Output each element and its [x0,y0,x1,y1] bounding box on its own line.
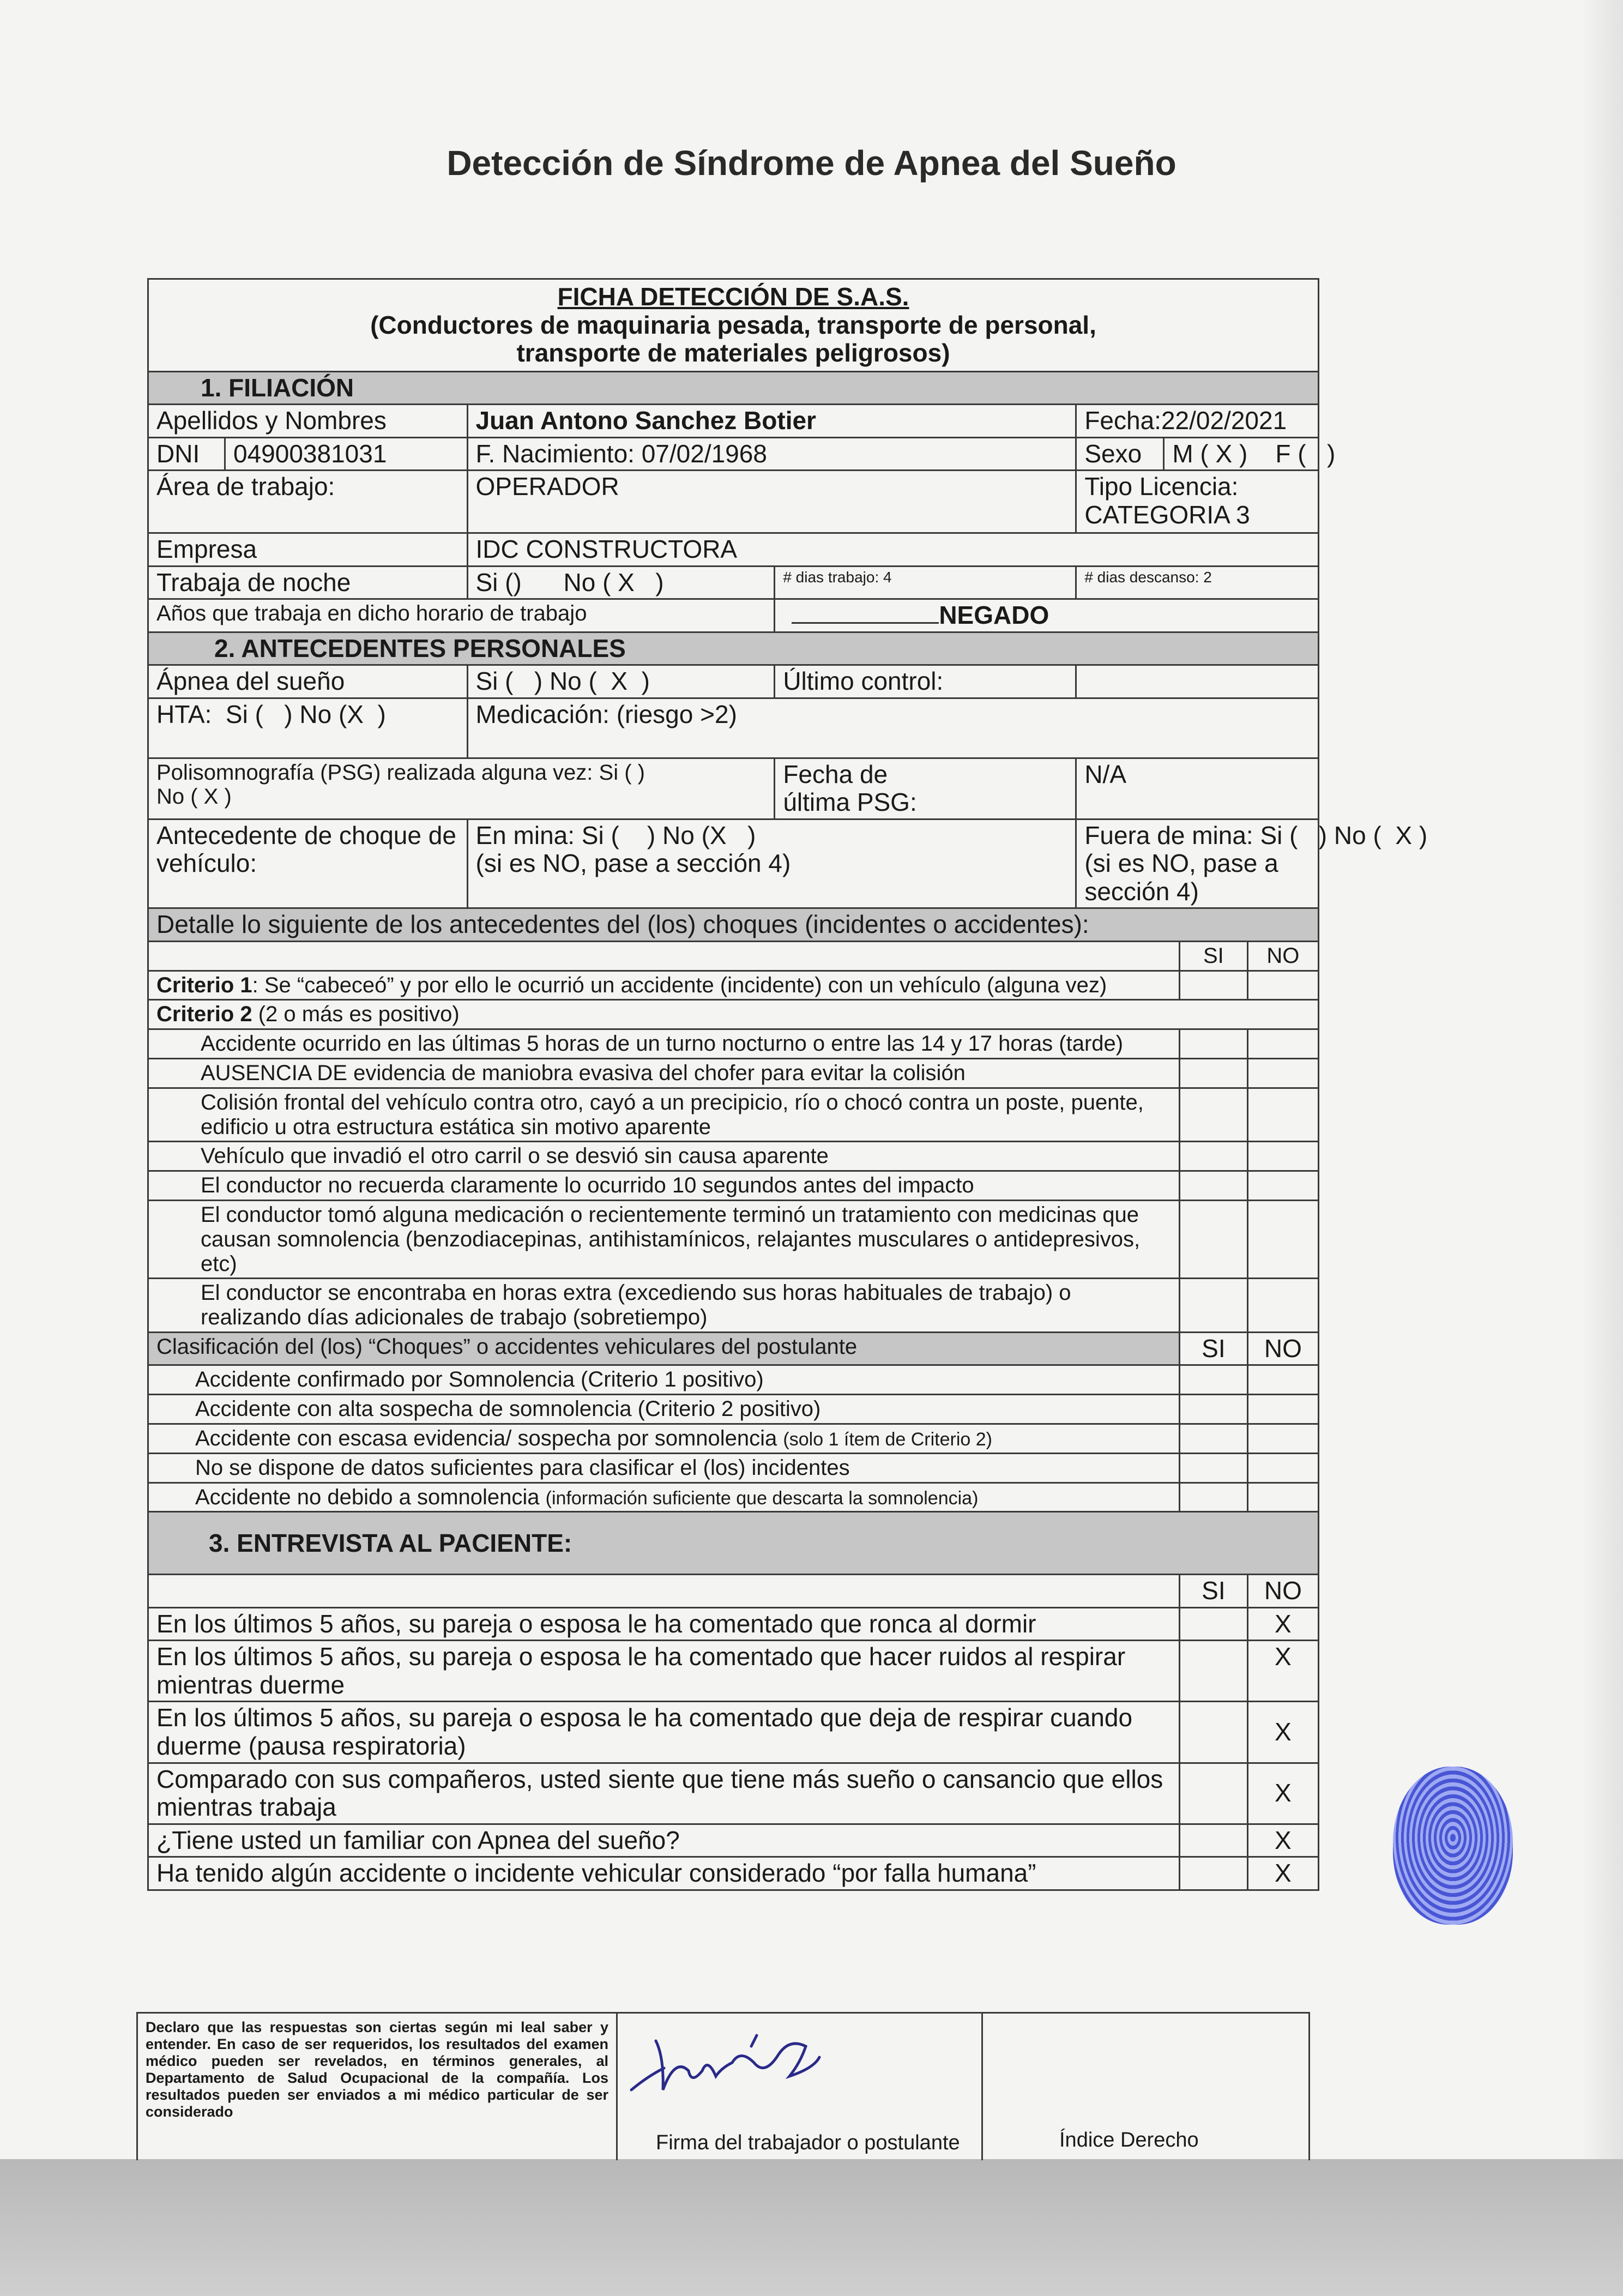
apnea-value: Si ( ) No ( X ) [467,665,775,698]
interview-answer-no: X [1247,1607,1318,1641]
criterio2-item-si [1180,1058,1248,1088]
clasificacion-no [1247,1365,1318,1395]
criterio2-item-no [1247,1171,1318,1201]
clasificacion-text: Accidente con escasa evidencia/ sospecha por somnolencia [195,1426,783,1451]
clasificacion-text: Accidente no debido a somnolencia [195,1485,546,1509]
col-no: NO [1247,941,1318,971]
fecha-field: Fecha:22/02/2021 [1076,405,1319,438]
criterio2-item-si [1180,1088,1248,1142]
licencia-field: Tipo Licencia: CATEGORIA 3 [1076,471,1319,533]
declaration-text: Declaro que las respuestas son ciertas según mi leal saber y entender. En caso de ser requeridos, los resultados del examen médico pueden ser revelados, en términos generales, al Departamento de Salud Ocupacional de la compañía. Los resultados pueden ser enviados a mi médico particular de ser considerado [137,2013,617,2160]
ultimo-control: Último control: [775,665,1076,698]
section3-col-si: SI [1180,1575,1248,1608]
criterio1-row [148,971,1180,1000]
footer-table [136,2012,1310,2160]
clasificacion-no [1247,1453,1318,1483]
interview-question: Ha tenido algún accidente o incidente vehicular considerado “por falla humana” [148,1857,1180,1890]
interview-answer-no: X [1247,1824,1318,1857]
clasificacion-si [1180,1424,1248,1454]
criterio1-si [1180,971,1248,1000]
interview-answer-no: X [1247,1763,1318,1824]
area-value: OPERADOR [467,471,1076,533]
scan-bottom-edge [0,2159,1623,2296]
criterio2-item: Accidente ocurrido en las últimas 5 horas de un turno nocturno o entre las 14 y 17 horas (tarde) [148,1029,1180,1059]
sexo-value: M ( X ) F ( ) [1172,439,1336,468]
interview-question: ¿Tiene usted un familiar con Apnea del sueño? [148,1824,1180,1857]
criterio2-item-no [1247,1029,1318,1059]
medicacion-field: Medicación: (riesgo >2) [467,698,1319,758]
section3-col-blank [148,1575,1180,1608]
clasificacion-col-si: SI [1180,1332,1248,1365]
dni-label: DNI [149,438,225,470]
interview-question: Comparado con sus compañeros, usted siente que tiene más sueño o cansancio que ellos mientras trabaja [148,1763,1180,1824]
sas-form-table [147,278,1428,1891]
choque-label: Antecedente de choque de vehículo: [148,819,468,908]
clasificacion-item [148,1365,1180,1395]
section3-col-no: NO [1247,1575,1318,1608]
empresa-value: IDC CONSTRUCTORA [467,533,1319,567]
clasificacion-note: (solo 1 ítem de Criterio 2) [783,1429,993,1450]
fingerprint-image [1393,1767,1513,1925]
sexo-cell [1076,437,1336,471]
criterio2-item: AUSENCIA DE evidencia de maniobra evasiva del chofer para evitar la colisión [148,1058,1180,1088]
dias-trabajo: # dias trabajo: 4 [775,566,1076,599]
clasificacion-item [148,1424,1180,1454]
hta-field: HTA: Si ( ) No (X ) [148,698,468,758]
criterio2-item-no [1247,1200,1318,1278]
interview-question: En los últimos 5 años, su pareja o esposa le ha comentado que hacer ruidos al respirar mientras duerme [148,1641,1180,1702]
interview-answer-si [1180,1702,1248,1763]
clasificacion-label: Clasificación del (los) “Choques” o accidentes vehiculares del postulante [148,1332,1180,1365]
apnea-label: Ápnea del sueño [148,665,468,698]
criterio1-text: : Se “cabeceó” y por ello le ocurrió un accidente (incidente) con un vehículo (alguna vez) [252,973,1107,997]
dias-descanso: # dias descanso: 2 [1076,566,1319,599]
criterio2-item-si [1180,1200,1248,1278]
clasificacion-no [1247,1395,1318,1424]
dni-cell [148,437,468,471]
interview-answer-si [1180,1857,1248,1890]
form-header-line3: transporte de materiales peligrosos) [516,339,950,367]
apellidos-label: Apellidos y Nombres [148,405,468,438]
col-header-blank [148,941,1180,971]
criterio2-item-no [1247,1088,1318,1142]
clasificacion-no [1247,1483,1318,1512]
psg-fecha-value: N/A [1076,758,1319,819]
criterio2-item-si [1180,1029,1248,1059]
section1-title: 1. FILIACIÓN [148,371,1319,405]
psg-fecha-label: Fecha de última PSG: [775,758,1076,819]
apellidos-value: Juan Antono Sanchez Botier [467,405,1076,438]
en-mina-note: (si es NO, pase a sección 4) [475,849,791,878]
criterio2-item-si [1180,1279,1248,1333]
interview-question: En los últimos 5 años, su pareja o esposa le ha comentado que ronca al dormir [148,1607,1180,1641]
fuera-mina-note: (si es NO, pase a sección 4) [1084,849,1278,906]
fuera-mina-cell [1076,819,1428,908]
clasificacion-si [1180,1365,1248,1395]
clasificacion-col-no: NO [1247,1332,1318,1365]
anios-value-cell [775,599,1319,632]
interview-answer-no: X [1247,1641,1318,1702]
ultimo-control-value [1076,665,1319,698]
criterio2-text: (2 o más es positivo) [252,1002,460,1027]
nacimiento-field: F. Nacimiento: 07/02/1968 [467,437,1076,471]
index-cell [982,2013,1310,2160]
section3-title: 3. ENTREVISTA AL PACIENTE: [148,1512,1319,1575]
form-header-line2: (Conductores de maquinaria pesada, transporte de personal, [370,310,1096,339]
criterio2-item: Colisión frontal del vehículo contra otro, cayó a un precipicio, río o chocó contra un poste, puente, edificio u otra estructura estática sin motivo aparente [148,1088,1180,1142]
clasificacion-si [1180,1483,1248,1512]
noche-value: Si () No ( X ) [467,566,775,599]
criterio2-item-no [1247,1279,1318,1333]
criterio2-item-no [1247,1058,1318,1088]
interview-answer-si [1180,1641,1248,1702]
empresa-label: Empresa [148,533,468,567]
scan-edge [1581,0,1623,2159]
clasificacion-item [148,1395,1180,1424]
section2-title: 2. ANTECEDENTES PERSONALES [148,632,1319,665]
fuera-mina: Fuera de mina: Si ( ) No ( X ) [1084,821,1428,849]
dni-value: 04900381031 [233,439,387,468]
clasificacion-si [1180,1395,1248,1424]
criterio2-item-si [1180,1142,1248,1171]
criterio1-no [1247,971,1318,1000]
criterio2-item: El conductor se encontraba en horas extra (excediendo sus horas habituales de trabajo) o realizando días adicionales de trabajo (sobretiempo) [148,1279,1180,1333]
clasificacion-note: (información suficiente que descarta la somnolencia) [545,1487,979,1509]
psg-label: Polisomnografía (PSG) realizada alguna vez: Si ( ) No ( X ) [148,758,775,819]
criterio1-label: Criterio 1 [156,973,252,997]
clasificacion-text: Accidente con alta sospecha de somnolencia (Criterio 2 positivo) [195,1397,821,1421]
clasificacion-text: No se dispone de datos suficientes para clasificar el (los) incidentes [195,1455,850,1480]
en-mina-cell [467,819,1076,908]
anios-label: Años que trabaja en dicho horario de trabajo [148,599,775,632]
criterio2-label: Criterio 2 [156,1002,252,1027]
en-mina: En mina: Si ( ) No (X ) [475,821,756,849]
signature-cell [617,2013,982,2160]
criterio2-row [148,1000,1319,1029]
interview-answer-no: X [1247,1702,1318,1763]
criterio2-item: El conductor tomó alguna medicación o recientemente terminó un tratamiento con medicinas que causan somnolencia (benzodiacepinas, antihistamínicos, relajantes musculares o antidepresivos, etc) [148,1200,1180,1278]
signature-label: Firma del trabajador o postulante [656,2131,960,2154]
document-title: Detección de Síndrome de Apnea del Sueño [447,143,1176,183]
detalle-row: Detalle lo siguiente de los antecedentes del (los) choques (incidentes o accidentes): [148,908,1319,942]
clasificacion-item [148,1453,1180,1483]
anios-value: NEGADO [939,601,1049,630]
signature-image [626,2024,855,2106]
interview-answer-no: X [1247,1857,1318,1890]
form-header-line1: FICHA DETECCIÓN DE S.A.S. [557,282,909,311]
noche-label: Trabaja de noche [148,566,468,599]
interview-question: En los últimos 5 años, su pareja o esposa le ha comentado que deja de respirar cuando duerme (pausa respiratoria) [148,1702,1180,1763]
clasificacion-no [1247,1424,1318,1454]
criterio2-item-no [1247,1142,1318,1171]
clasificacion-item [148,1483,1180,1512]
clasificacion-text: Accidente confirmado por Somnolencia (Criterio 1 positivo) [195,1367,764,1392]
form-header [148,279,1319,372]
col-si: SI [1180,941,1248,971]
index-label: Índice Derecho [1059,2128,1199,2152]
interview-answer-si [1180,1824,1248,1857]
criterio2-item: Vehículo que invadió el otro carril o se desvió sin causa aparente [148,1142,1180,1171]
area-label: Área de trabajo: [148,471,468,533]
interview-answer-si [1180,1607,1248,1641]
clasificacion-si [1180,1453,1248,1483]
interview-answer-si [1180,1763,1248,1824]
criterio2-item-si [1180,1171,1248,1201]
sexo-label: Sexo [1077,438,1164,470]
criterio2-item: El conductor no recuerda claramente lo ocurrido 10 segundos antes del impacto [148,1171,1180,1201]
